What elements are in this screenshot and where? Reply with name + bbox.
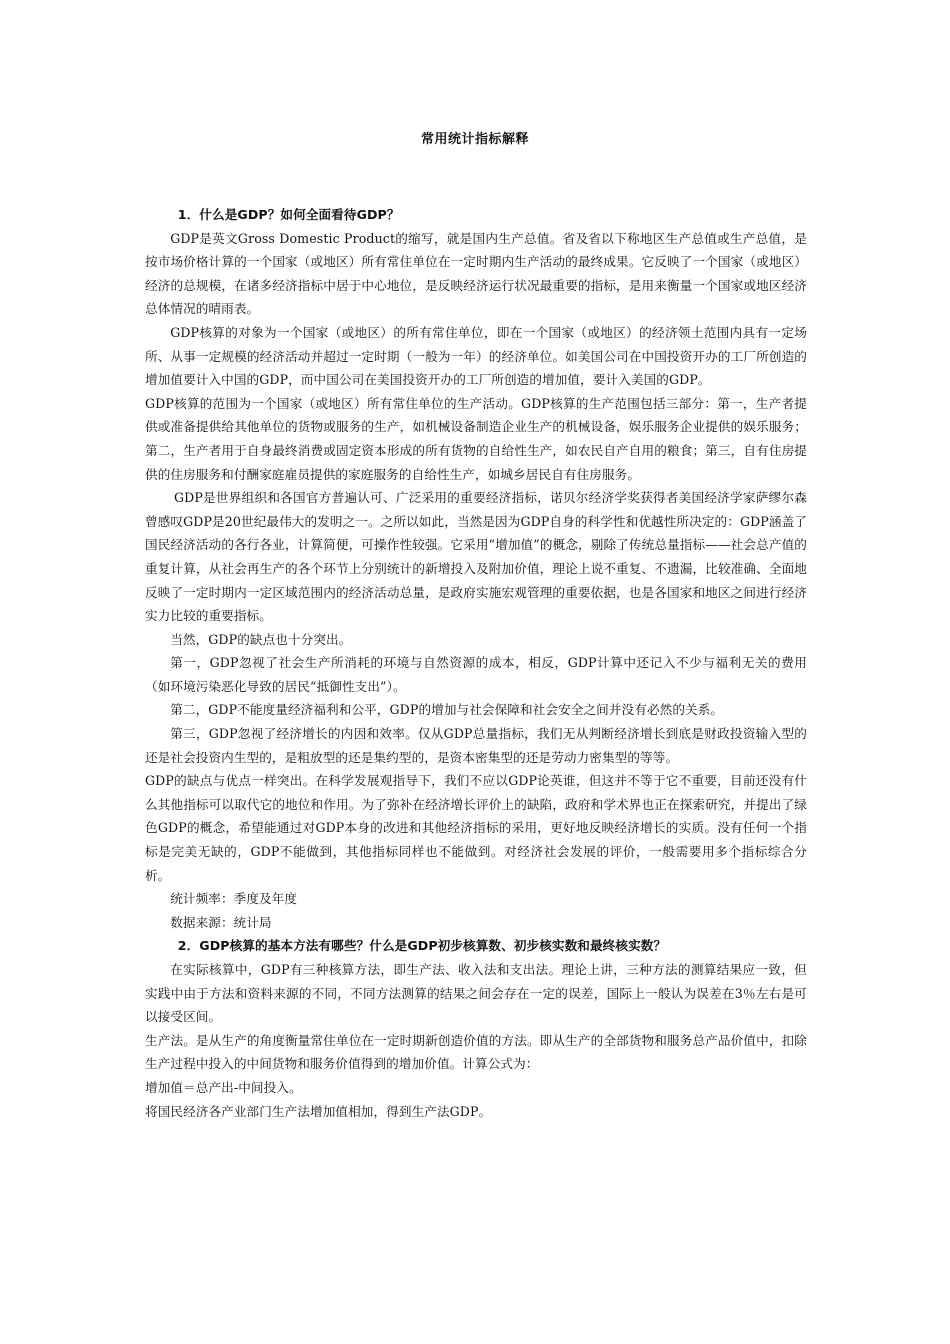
document-body (145, 203, 807, 1123)
paragraph: GDP的缺点与优点一样突出。在科学发展观指导下，我们不应以GDP论英谁，但这并不等于它不重要，目前还没有什么其他指标可以取代它的地位和作用。为了弥补在经济增长评价上的缺陷，政府和学术界也正在探索研究，并提出了绿色GDP的概念，希望能通过对GDP本身的改进和其他经济指标的采用，更好地反映经济增长的实质。没有任何一个指标是完美无缺的，GDP不能做到，其他指标同样也不能做到。对经济社会发展的评价，一般需要用多个指标综合分析。 (145, 773, 807, 883)
section-heading: 2．GDP核算的基本方法有哪些？什么是GDP初步核算数、初步核实数和最终核实数？ (177, 938, 667, 954)
document-title: 常用统计指标解释 (420, 132, 529, 147)
paragraph: GDP核算的对象为一个国家（或地区）的所有常住单位，即在一个国家（或地区）的经济领土范围内具有一定场所、从事一定规模的经济活动并超过一定时期（一般为一年）的经济单位。如美国公司在中国投资开办的工厂所创造的增加值要计入中国的GDP，而中国公司在美国投资开办的工厂所创造的增加值，要计入美国的GDP。 (145, 324, 807, 388)
paragraph: 数据来源：统计局 (170, 914, 272, 930)
paragraph: 统计频率：季度及年度 (170, 891, 298, 907)
paragraph: GDP核算的范围为一个国家（或地区）所有常住单位的生产活动。GDP核算的生产范围包括三部分：第一，生产者提供或准备提供给其他单位的货物或服务的生产，如机械设备制造企业生产的机械设备，娱乐服务企业提供的娱乐服务；第二，生产者用于自身最终消费或固定资本形成的所有货物的自给性生产，如农民自产自用的粮食；第三，自有住房提供的住房服务和付酬家庭雇员提供的家庭服务的自给性生产，如城乡居民自有住房服务。 (145, 395, 807, 482)
paragraph: 当然，GDP的缺点也十分突出。 (170, 631, 352, 647)
paragraph: 第三，GDP忽视了经济增长的内因和效率。仅从GDP总量指标，我们无从判断经济增长到底是财政投资输入型的还是社会投资内生型的，是粗放型的还是集约型的，是资本密集型的还是劳动力密集型的等等。 (145, 726, 807, 765)
paragraph: 生产法。是从生产的角度衡量常住单位在一定时期新创造价值的方法。即从生产的全部货物和服务总产品价值中，扣除生产过程中投入的中间货物和服务价值得到的增加价值。计算公式为： (145, 1032, 807, 1072)
paragraph: 第一，GDP忽视了社会生产所消耗的环境与自然资源的成本，相反，GDP计算中还记入不少与福利无关的费用（如环境污染恶化导致的居民“抵御性支出”）。 (145, 655, 807, 694)
paragraph: 增加值＝总产出-中间投入。 (145, 1079, 302, 1095)
section-heading: 1．什么是GDP？如何全面看待GDP？ (177, 207, 400, 222)
paragraph: GDP是世界组织和各国官方普遍认可、广泛采用的重要经济指标，诺贝尔经济学奖获得者美国经济学家萨缪尔森曾感叹GDP是20世纪最伟大的发明之一。之所以如此，当然是因为GDP自身的科学性和优越性所决定的：GDP涵盖了国民经济活动的各行各业，计算简便，可操作性较强。它采用“增加值”的概念，剔除了传统总量指标——社会总产值的重复计算，从社会再生产的各个环节上分别统计的新增投入及附加价值，理论上说不重复、不遗漏，比较准确、全面地反映了一定时期内一定区域范围内的经济活动总量，是政府实施宏观管理的重要依据，也是各国家和地区之间进行经济实力比较的重要指标。 (145, 490, 807, 624)
paragraph: 将国民经济各产业部门生产法增加值相加，得到生产法GDP。 (145, 1103, 492, 1119)
paragraph: 在实际核算中，GDP有三种核算方法，即生产法、收入法和支出法。理论上讲，三种方法的测算结果应一致，但实践中由于方法和资料来源的不同，不同方法测算的结果之间会存在一定的误差，国际上一般认为误差在3％左右是可以接受区间。 (145, 962, 807, 1025)
paragraph: 第二，GDP不能度量经济福利和公平，GDP的增加与社会保障和社会安全之间并没有必然的关系。 (170, 702, 724, 718)
paragraph: GDP是英文Gross Domestic Product的缩写，就是国内生产总值。省及省以下称地区生产总值或生产总值，是按市场价格计算的一个国家（或地区）所有常住单位在一定时期内生产活动的最终成果。它反映了一个国家（或地区）经济的总规模，在诸多经济指标中居于中心地位，是反映经济运行状况最重要的指标，是用来衡量一个国家或地区经济总体情况的晴雨表。 (145, 230, 807, 317)
